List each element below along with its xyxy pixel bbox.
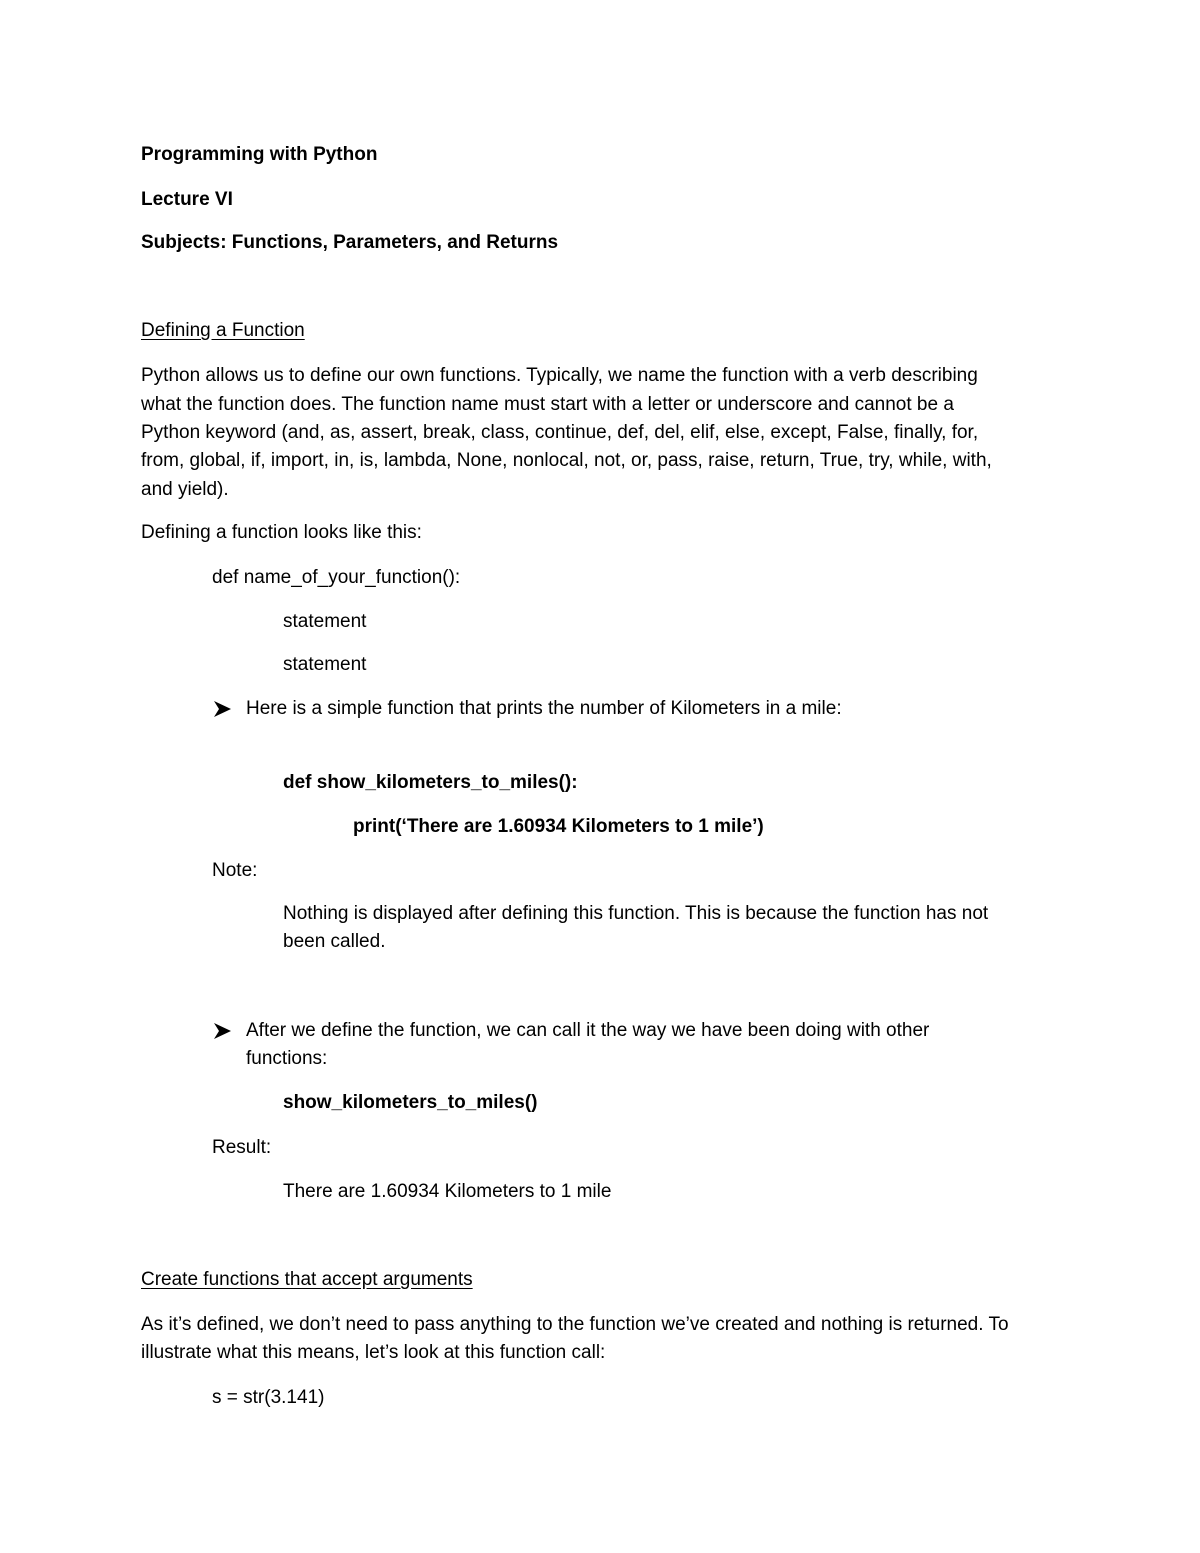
paragraph-intro-template: Defining a function looks like this: — [141, 522, 422, 543]
template-statement-line: statement — [283, 654, 367, 675]
lecture-label: Lecture VI — [141, 189, 233, 210]
code-example-line: s = str(3.141) — [212, 1387, 325, 1408]
arrow-bullet-icon — [211, 1019, 235, 1043]
bullet-text: Here is a simple function that prints the number of Kilometers in a mile: — [246, 698, 842, 719]
code-print-line: print(‘There are 1.60934 Kilometers to 1 mile’) — [353, 816, 764, 837]
note-label: Note: — [212, 860, 258, 881]
paragraph-line: illustrate what this means, let’s look at this function call: — [141, 1342, 606, 1363]
paragraph-line: what the function does. The function name must start with a letter or underscore and cannot be a — [141, 394, 954, 415]
section-heading-accept-arguments: Create functions that accept arguments — [141, 1269, 473, 1290]
note-text-line: Nothing is displayed after defining this function. This is because the function has not — [283, 903, 989, 924]
result-text: There are 1.60934 Kilometers to 1 mile — [283, 1181, 612, 1202]
template-def-line: def name_of_your_function(): — [212, 567, 461, 588]
result-label: Result: — [212, 1137, 272, 1158]
subjects-line: Subjects: Functions, Parameters, and Returns — [141, 232, 559, 253]
call-code-line: show_kilometers_to_miles() — [283, 1092, 538, 1113]
document-title: Programming with Python — [141, 144, 378, 165]
code-def-line: def show_kilometers_to_miles(): — [283, 772, 578, 793]
template-statement-line: statement — [283, 611, 367, 632]
arrow-bullet-icon — [211, 697, 235, 721]
bullet-text: functions: — [246, 1048, 328, 1069]
paragraph-line: Python allows us to define our own functions. Typically, we name the function with a verb describing — [141, 365, 978, 386]
section-heading-defining-function: Defining a Function — [141, 320, 305, 341]
paragraph-line: from, global, if, import, in, is, lambda, None, nonlocal, not, or, pass, raise, return, True, try, while, with, — [141, 450, 992, 471]
paragraph-line: Python keyword (and, as, assert, break, class, continue, def, del, elif, else, except, False, finally, for, — [141, 422, 979, 443]
paragraph-line: As it’s defined, we don’t need to pass anything to the function we’ve created and nothing is returned. To — [141, 1314, 1009, 1335]
note-text-line: been called. — [283, 931, 386, 952]
paragraph-line: and yield). — [141, 479, 229, 500]
bullet-text: After we define the function, we can call it the way we have been doing with other — [246, 1020, 930, 1041]
